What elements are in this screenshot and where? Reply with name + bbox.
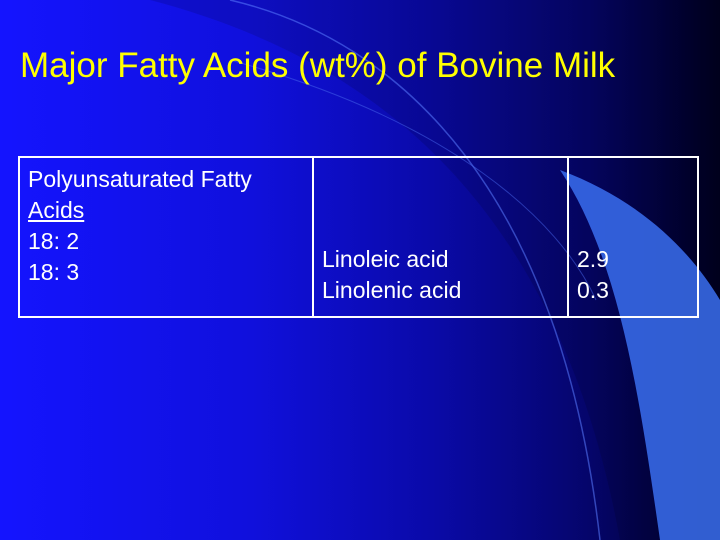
- category-label-line2: Acids: [28, 197, 85, 223]
- name-cell: [313, 157, 568, 317]
- value-cell: [568, 157, 698, 317]
- fatty-acid-value: 0.3: [577, 277, 609, 303]
- fatty-acid-value: 2.9: [577, 246, 609, 272]
- category-cell: [19, 157, 313, 317]
- table-row: [19, 157, 698, 317]
- fatty-acid-name: Linolenic acid: [322, 277, 462, 303]
- fatty-acid-code: 18: 2: [28, 228, 80, 254]
- fatty-acid-name: Linoleic acid: [322, 246, 449, 272]
- fatty-acids-table: [18, 156, 699, 318]
- fatty-acid-code: 18: 3: [28, 259, 80, 285]
- slide-title: Major Fatty Acids (wt%) of Bovine Milk: [20, 46, 616, 85]
- category-label-line1: Polyunsaturated Fatty: [28, 166, 252, 192]
